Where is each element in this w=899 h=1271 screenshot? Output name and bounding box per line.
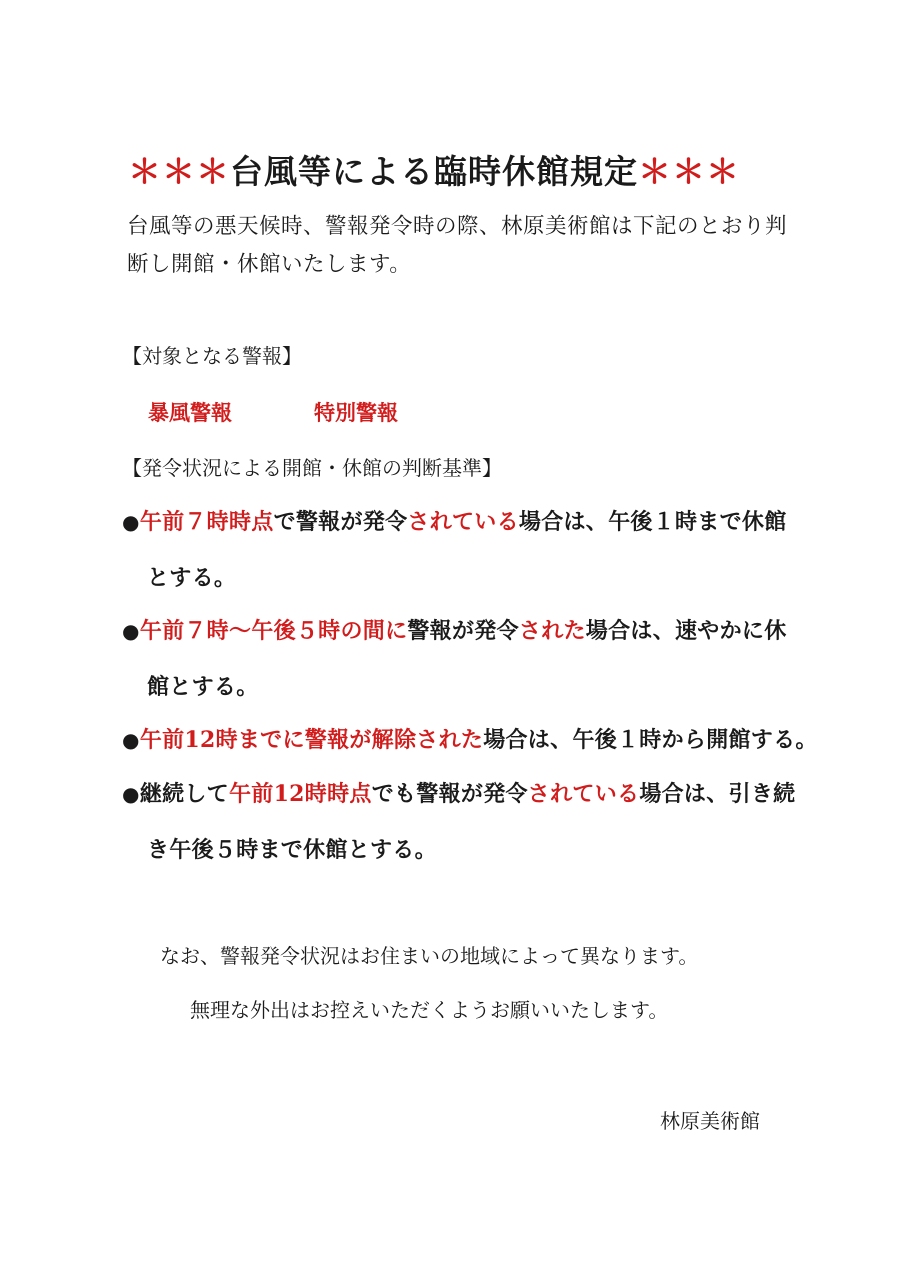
page-title xyxy=(128,150,788,194)
bullet-icon: ● xyxy=(122,619,140,643)
rule-1-line-2: とする。 xyxy=(147,565,237,591)
rule-4-text-b: でも警報が発令 xyxy=(371,781,528,807)
note-line-1: なお、警報発令状況はお住まいの地域によって異なります。 xyxy=(160,944,699,968)
rule-2-status: された xyxy=(518,618,586,644)
bullet-icon: ● xyxy=(122,510,140,534)
bullet-icon: ● xyxy=(122,782,140,806)
rule-item-2 xyxy=(122,603,787,715)
title-stars-left: ＊＊＊ xyxy=(128,152,230,191)
rule-1-status: されている xyxy=(407,509,519,535)
rule-4-line-1 xyxy=(122,766,796,822)
note-line-2: 無理な外出はお控えいただくようお願いいたします。 xyxy=(190,998,669,1022)
rule-1-line-1 xyxy=(122,494,787,550)
rule-2-time: 午前７時～午後５時の間に xyxy=(139,618,408,644)
rule-2-line-2: 館とする。 xyxy=(147,674,259,700)
rule-1-text-a: で警報が発令 xyxy=(273,509,408,535)
warning-storm: 暴風警報 xyxy=(148,400,232,425)
rule-3-text-a: 場合は、午後１時から開館する。 xyxy=(483,727,818,753)
signature: 林原美術館 xyxy=(660,1109,760,1133)
rule-3-line-1 xyxy=(122,712,818,768)
target-warnings-list xyxy=(148,398,398,428)
rule-4-time: 午前12時時点 xyxy=(228,781,372,807)
title-text: 台風等による臨時休館規定 xyxy=(230,152,638,191)
rule-1-text-b: 場合は、午後１時まで休館 xyxy=(518,509,787,535)
rule-item-4 xyxy=(122,766,796,878)
intro-paragraph xyxy=(127,208,787,284)
warning-special: 特別警報 xyxy=(314,400,398,425)
intro-line-2: 断し開館・休館いたします。 xyxy=(127,252,412,277)
intro-line-1: 台風等の悪天候時、警報発令時の際、林原美術館は下記のとおり判 xyxy=(127,214,788,239)
rule-item-3 xyxy=(122,712,818,768)
rule-2-text-b: 場合は、速やかに休 xyxy=(585,618,787,644)
rule-3-time: 午前12時までに警報が解除された xyxy=(139,727,484,753)
target-warnings-heading: 【対象となる警報】 xyxy=(122,344,302,368)
bullet-icon: ● xyxy=(122,728,140,752)
rule-4-text-c: 場合は、引き続 xyxy=(639,781,796,807)
rule-4-text-a: 継続して xyxy=(139,781,229,807)
rule-item-1 xyxy=(122,494,787,606)
rule-4-status: されている xyxy=(527,781,640,807)
title-stars-right: ＊＊＊ xyxy=(638,152,740,191)
rule-4-line-2: き午後５時まで休館とする。 xyxy=(147,837,437,863)
criteria-heading: 【発令状況による開館・休館の判断基準】 xyxy=(122,456,502,480)
rule-1-time: 午前７時時点 xyxy=(139,509,274,535)
rule-2-text-a: 警報が発令 xyxy=(407,618,519,644)
rule-2-line-1 xyxy=(122,603,787,659)
